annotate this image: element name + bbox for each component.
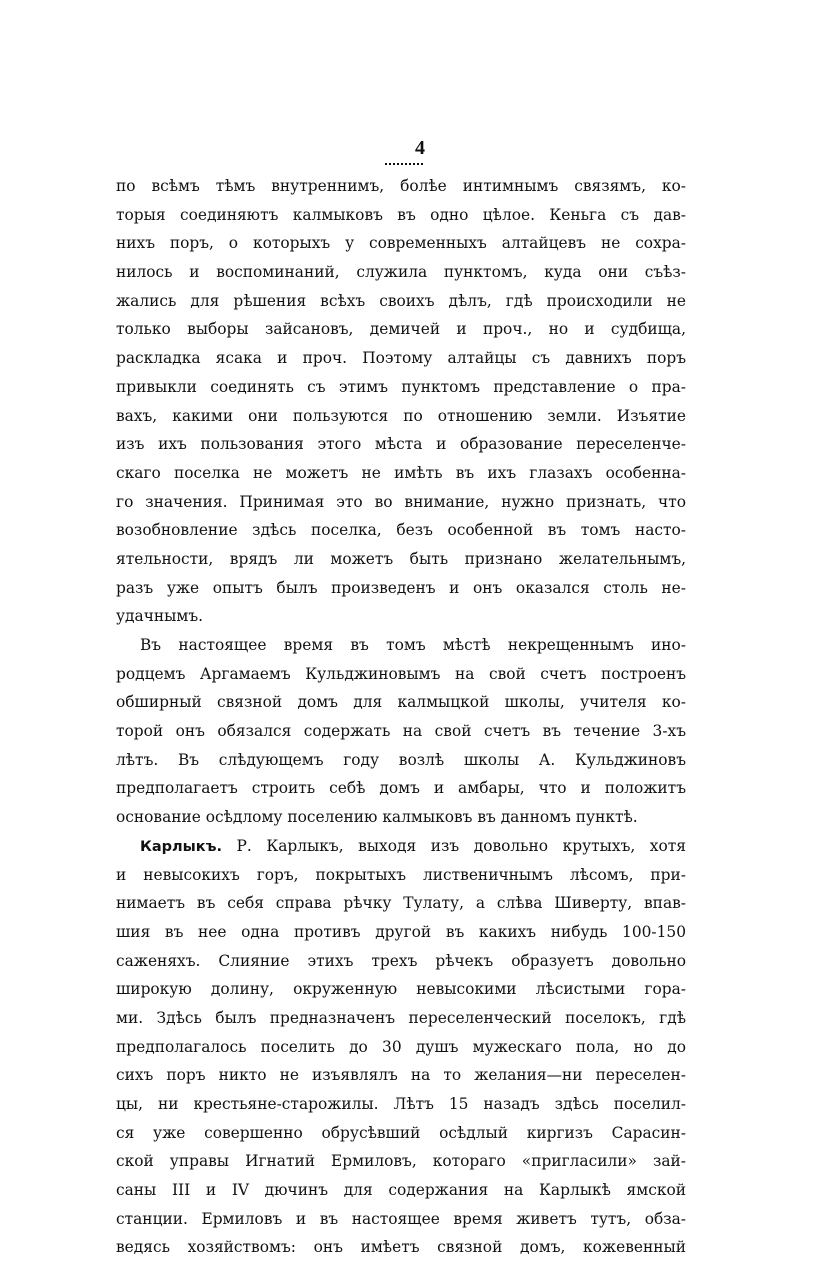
text-line: торой онъ обязался содержать на свой счетъ въ течение 3-хъ xyxy=(116,722,686,741)
page-number-underline xyxy=(385,160,423,165)
text-line: цы, ни крестьяне-старожилы. Лѣтъ 15 назадъ здѣсь поселил- xyxy=(116,1095,686,1113)
text-line: удачнымъ. xyxy=(116,607,204,626)
text-line: разъ уже опытъ былъ произведенъ и онъ оказался столь не- xyxy=(116,578,686,597)
paragraph-2 xyxy=(116,631,686,832)
text-line: саженяхъ. Слияние этихъ трехъ рѣчекъ образуетъ довольно xyxy=(116,951,686,970)
paragraph-1 xyxy=(116,172,686,631)
page-number: 4 xyxy=(415,137,425,159)
text-line: вахъ, какими они пользуются по отношению земли. Изъятие xyxy=(116,406,686,425)
paragraph-3 xyxy=(116,832,686,1262)
text-line: лѣтъ. Въ слѣдующемъ году возлѣ школы А. Кульджиновъ xyxy=(116,750,686,769)
text-line: го значения. Принимая это во внимание, нужно признать, что xyxy=(116,492,686,511)
text-line: раскладка ясака и проч. Поэтому алтайцы съ давнихъ поръ xyxy=(116,349,686,368)
text-line: станции. Ермиловъ и въ настоящее время живетъ тутъ, обза- xyxy=(116,1209,686,1228)
text-line: и невысокихъ горъ, покрытыхъ лиственичнымъ лѣсомъ, при- xyxy=(116,865,686,884)
text-line: основание осѣдлому поселению калмыковъ въ данномъ пунктѣ. xyxy=(116,808,638,827)
text-line: родцемъ Аргамаемъ Кульджиновымъ на свой счетъ построенъ xyxy=(116,664,686,683)
text-line: возобновление здѣсь поселка, безъ особенной въ томъ насто- xyxy=(116,521,686,540)
text-line: саны III и IV дючинъ для содержания на Карлыкѣ ямской xyxy=(116,1181,686,1200)
text-line: ятельности, врядъ ли можетъ быть признано желательнымъ, xyxy=(116,549,686,568)
text-line: торыя соединяютъ калмыковъ въ одно цѣлое. Кеньга съ дав- xyxy=(116,205,686,224)
text-line: только выборы зайсановъ, демичей и проч., но и судбища, xyxy=(116,320,686,339)
body-text xyxy=(116,172,686,1262)
text-fragment: Р. Карлыкъ, выходя изъ довольно крутыхъ, хотя xyxy=(236,836,686,855)
text-line: привыкли соединять съ этимъ пунктомъ представление о пра- xyxy=(116,377,686,396)
text-line: нихъ поръ, о которыхъ у современныхъ алтайцевъ не сохра- xyxy=(116,234,686,253)
text-line xyxy=(116,832,686,861)
text-line: ведясь хозяйствомъ: онъ имѣетъ связной домъ, кожевенный xyxy=(116,1238,686,1257)
section-heading: Карлыкъ. xyxy=(140,838,222,855)
text-line: по всѣмъ тѣмъ внутреннимъ, болѣе интимнымъ связямъ, ко- xyxy=(116,177,686,195)
text-line: жались для рѣшения всѣхъ своихъ дѣлъ, гдѣ происходили не xyxy=(116,291,686,310)
text-line: ми. Здѣсь былъ предназначенъ переселенческий поселокъ, гдѣ xyxy=(116,1008,686,1027)
text-line: шия въ нее одна противъ другой въ какихъ нибудь 100-150 xyxy=(116,922,686,941)
text-line: ся уже совершенно обрусѣвший осѣдлый киргизъ Сарасин- xyxy=(116,1123,686,1142)
text-line: широкую долину, окруженную невысокими лѣсистыми гора- xyxy=(116,980,686,999)
text-line: предполагалось поселить до 30 душъ мужескаго пола, но до xyxy=(116,1037,686,1056)
text-line: сихъ поръ никто не изъявлялъ на то желания—ни переселен- xyxy=(116,1066,686,1085)
text-line: ской управы Игнатий Ермиловъ, которагo «пригласили» зай- xyxy=(116,1152,686,1171)
text-line: предполагаетъ строить себѣ домъ и амбары, что и положитъ xyxy=(116,779,686,798)
text-line: нилось и воспоминаний, служила пунктомъ, куда они съѣз- xyxy=(116,263,686,282)
text-line: скаго поселка не можетъ не имѣть въ ихъ глазахъ особенна- xyxy=(116,463,686,482)
text-line: обширный связной домъ для калмыцкой школы, учителя ко- xyxy=(116,693,686,712)
text-line: Въ настоящее время въ томъ мѣстѣ некрещеннымъ ино- xyxy=(140,636,686,654)
text-line: изъ ихъ пользования этого мѣста и образование переселенче- xyxy=(116,435,686,454)
text-line: нимаетъ въ себя справа рѣчку Тулату, а слѣва Шиверту, впав- xyxy=(116,894,686,913)
